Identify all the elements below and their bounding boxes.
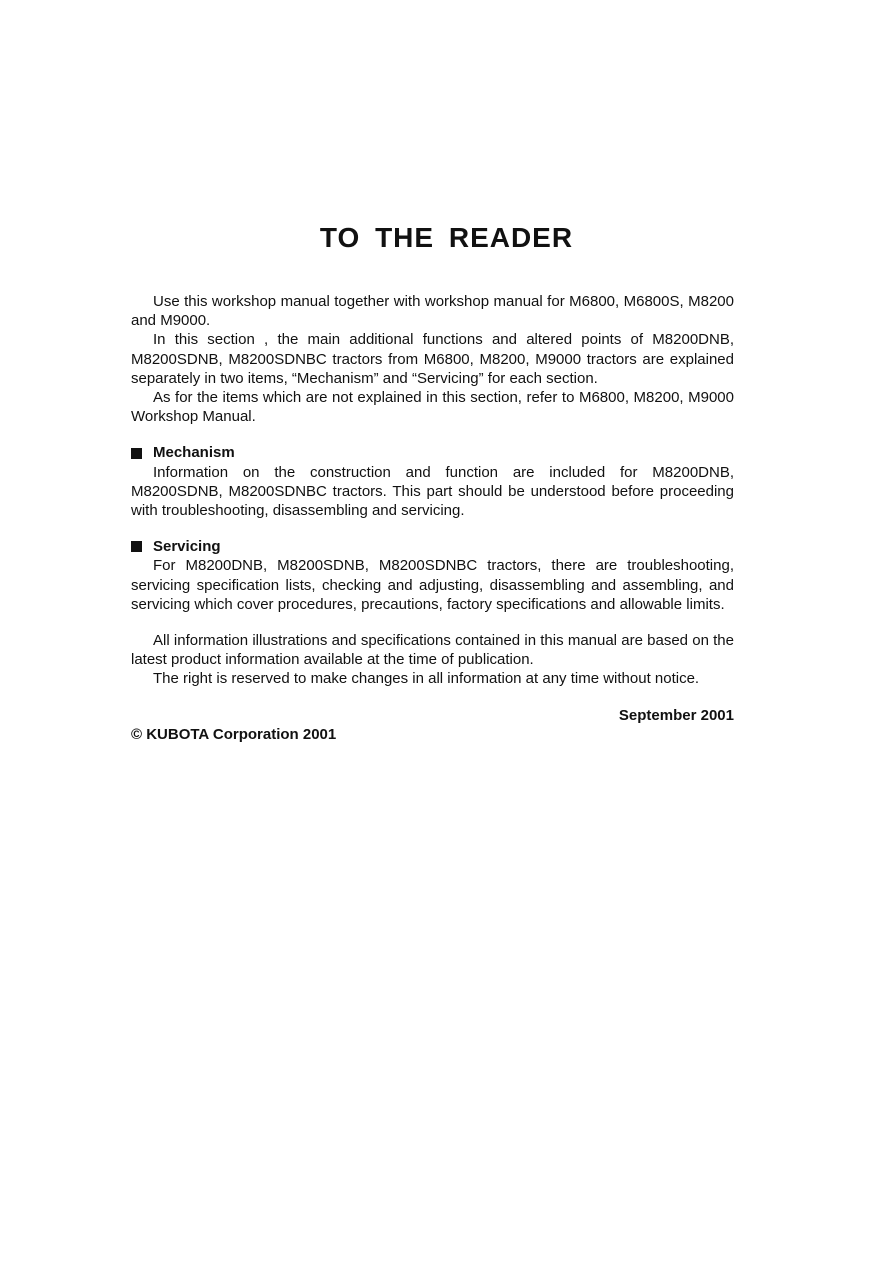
servicing-heading-label: Servicing xyxy=(153,538,221,556)
page-content xyxy=(131,292,734,744)
closing-paragraph-1: All information illustrations and specifications contained in this manual are based on the latest product information available at the time of publication. xyxy=(131,632,734,669)
copyright-notice: © KUBOTA Corporation 2001 xyxy=(131,725,337,743)
intro-paragraph-1: Use this workshop manual together with workshop manual for M6800, M6800S, M8200 and M9000. xyxy=(131,293,734,330)
intro-paragraph-2: In this section , the main additional functions and altered points of M8200DNB, M8200SDNB, M8200SDNBC tractors from M6800, M8200, M9000 tractors are explained separately in two items, “Mechanism” and “Servicing” for each section. xyxy=(131,331,734,387)
servicing-text: For M8200DNB, M8200SDNB, M8200SDNBC tractors, there are troubleshooting, servicing specification lists, checking and adjusting, disassembling and assembling, and servicing which cover procedures, precautions, factory specifications and allowable limits. xyxy=(131,557,734,613)
publication-date: September 2001 xyxy=(618,706,734,724)
square-bullet-icon xyxy=(131,448,142,459)
page-title: TO THE READER xyxy=(319,222,574,253)
square-bullet-icon xyxy=(131,541,142,552)
mechanism-text: Information on the construction and function are included for M8200DNB, M8200SDNB, M8200SDNBC tractors. This part should be understood before proceeding with troubleshooting, disassembling and servicing. xyxy=(131,463,734,520)
mechanism-heading-label: Mechanism xyxy=(153,444,235,462)
closing-paragraph-2: The right is reserved to make changes in all information at any time without notice. xyxy=(153,670,700,688)
servicing-heading xyxy=(131,537,734,556)
intro-paragraph-3: As for the items which are not explained in this section, refer to M6800, M8200, M9000 Workshop Manual. xyxy=(131,389,734,426)
mechanism-heading xyxy=(131,443,734,462)
